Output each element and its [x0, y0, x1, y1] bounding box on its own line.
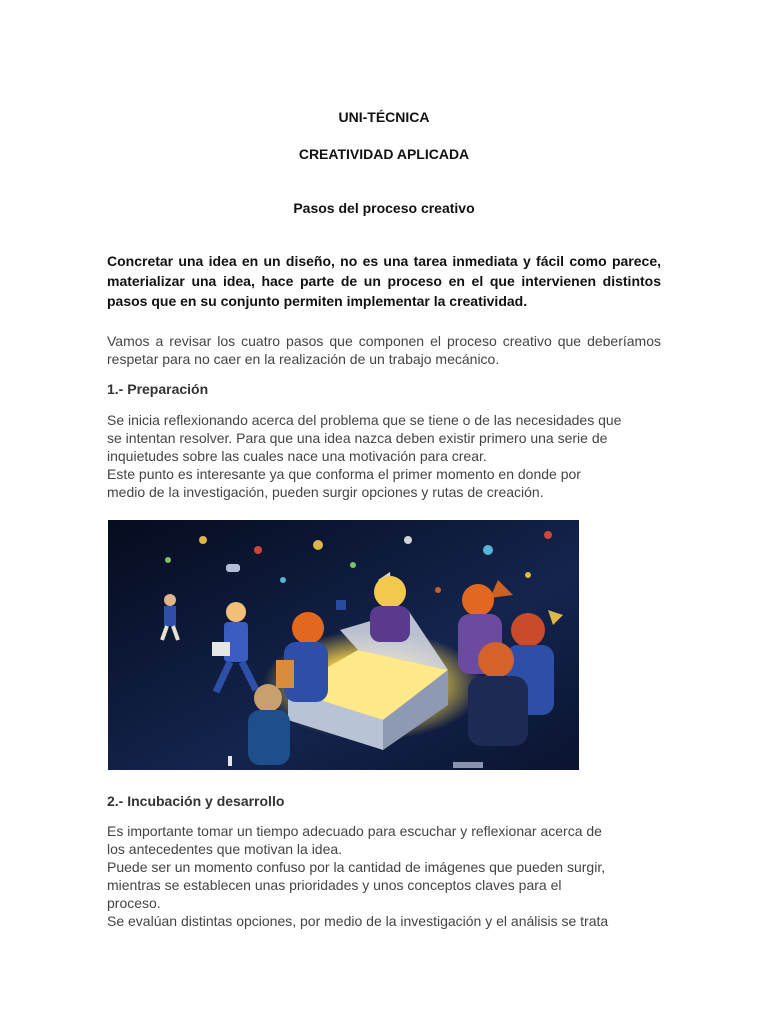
text-line: mientras se establecen unas prioridades y unos conceptos claves para el	[107, 877, 562, 893]
person-center	[370, 576, 410, 642]
intro-paragraph: Concretar una idea en un diseño, no es una tarea inmediata y fácil como parece, materializar una idea, hace parte de un proceso en el que intervienen distintos pasos que en su conjunto permiten implementar la creatividad.	[107, 253, 661, 309]
text-line: Es importante tomar un tiempo adecuado para escuchar y reflexionar acerca de	[107, 823, 602, 839]
topic-title: Pasos del proceso creativo	[293, 200, 475, 216]
overview-paragraph: Vamos a revisar los cuatro pasos que componen el proceso creativo que deberíamos respetar para no caer en la realización de un trabajo mecánico.	[107, 333, 661, 367]
text-line: medio de la investigación, pueden surgir opciones y rutas de creación.	[107, 484, 544, 500]
section-heading-incubacion: 2.- Incubación y desarrollo	[107, 793, 285, 809]
text-line: Se inicia reflexionando acerca del problema que se tiene o de las necesidades que	[107, 412, 622, 428]
text-line: inquietudes sobre las cuales nace una motivación para crear.	[107, 448, 487, 464]
section-heading-preparacion: 1.- Preparación	[107, 381, 209, 397]
institution-title: UNI-TÉCNICA	[338, 109, 430, 125]
text-line: los antecedentes que motivan la idea.	[107, 841, 343, 857]
text-line: se intentan resolver. Para que una idea nazca deben existir primero una serie de	[107, 430, 608, 446]
text-line: Se evalúan distintas opciones, por medio de la investigación y el análisis se trata	[107, 913, 609, 929]
course-title: CREATIVIDAD APLICADA	[298, 146, 470, 162]
text-line: proceso.	[107, 895, 161, 911]
text-line: Este punto es interesante ya que conforma el primer momento en donde por	[107, 466, 581, 482]
section-body-preparacion	[107, 411, 661, 501]
text-line: Puede ser un momento confuso por la cantidad de imágenes que pueden surgir,	[107, 859, 606, 875]
section-body-incubacion	[107, 822, 661, 930]
creative-people-illustration	[108, 520, 579, 770]
